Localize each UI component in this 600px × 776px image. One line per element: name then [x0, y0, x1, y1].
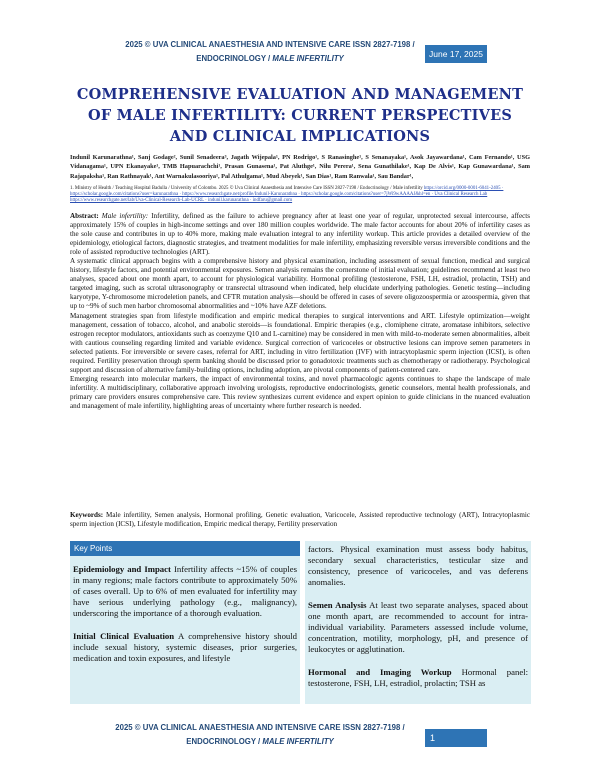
key-points-left-column [70, 556, 300, 704]
keywords-text: Male infertility, Semen analysis, Hormonal profiling, Genetic evaluation, Varicocele, Assisted reproductive technology (ART), Intracytoplasmic sperm injection (ICSI), Lifestyle modification, Empiric medical therapy, Fertility preservation [70, 511, 530, 529]
key-point-hormonal-workup: Hormonal and Imaging Workup Hormonal panel: testosterone, FSH, LH, estradiol, prolactin; TSH as [308, 667, 528, 688]
abstract-topic: Male infertility: [101, 212, 149, 220]
key-point-physical-exam: factors. Physical examination must assess body habitus, secondary sexual characteristics, testicular size and consistency, presence of varicoceles, and vas deferens anomalies. [308, 544, 528, 587]
footer-journal-topic: MALE INFERTILITY [262, 737, 334, 746]
header-journal-line2: ENDOCRINOLOGY / [196, 54, 273, 63]
abstract-paragraph-2: A systematic clinical approach begins with a comprehensive history and physical examination, including assessment of sexual function, medical and surgical history, lifestyle factors, and potential environmental exposures. Semen analysis remains the cornerstone of initial evaluation; guidelines recommend at least two analyses, spaced about one month apart, to account for physiological variability. Hormonal profiling (testosterone, FSH, LH, estradiol, prolactin, TSH) and targeted imaging, such as scrotal ultrasonography or transrectal ultrasound when indicated, help elucidate underlying pathologies. Genetic testing—including karyotype, Y-chromosome microdeletion panels, and CFTR mutation analysis—should be offered in cases of severe oligozoospermia or azoospermia, given that up to ~9% of such men harbor chromosomal abnormalities and ~10% have AZF deletions. [70, 257, 530, 311]
key-points-heading: Key Points [70, 541, 300, 556]
abstract-label: Abstract: [70, 212, 99, 220]
footer-journal-line1: 2025 © UVA CLINICAL ANAESTHESIA AND INTENSIVE CARE ISSN 2827-7198 / [115, 723, 405, 732]
page-number-badge: 1 [425, 729, 487, 747]
abstract-paragraph-1: Infertility, defined as the failure to achieve pregnancy after at least one year of regular, unprotected sexual intercourse, affects approximately 15% of couples in high-income settings and over 180 million couples worldwide. The male factor accounts for about 20% of infertility cases as the sole cause and contributes in up to 40% more, making male evaluation integral to any infertility workup. This article provides a detailed overview of the epidemiology, etiological factors, diagnostic strategies, and treatment modalities for male infertility, emphasizing reversible versus irreversible conditions and the role of assisted reproductive technologies (ART). [70, 212, 530, 257]
affiliation-links[interactable]: https://orcid.org/0000-0001-6041-2405 · https://scholar.google.com/citations?user=karunarathna · https://www.researchgate.net/profile/Indunil-Karunarathna · https://scholar.google.com/citations?user=7jWi9wAAAAJ&hl=en · Uva Clinical Research Lab https://www.researchgate.net/lab/Uva-Clinical-Research-Lab-UCRL · indunil.karunarathna · indfaru@gmail.com [70, 186, 504, 204]
header-journal-info [120, 38, 420, 66]
header-journal-line1: 2025 © UVA CLINICAL ANAESTHESIA AND INTENSIVE CARE ISSN 2827-7198 / [125, 40, 415, 49]
abstract-paragraph-4: Emerging research into molecular markers, the impact of environmental toxins, and novel pharmacologic agents continues to shape the landscape of male infertility. A multidisciplinary, collaborative approach involving urologists, reproductive endocrinologists, genetic counselors, mental health professionals, and primary care providers ensures comprehensive care. This review synthesizes current evidence and expert opinion to guide clinicians in the nuanced evaluation and management of male infertility, highlighting areas of uncertainty where further research is needed. [70, 374, 530, 410]
key-point-epidemiology: Epidemiology and Impact Infertility affects ~15% of couples in many regions; male factors contribute to approximately 50% of cases overall. Up to 6% of men evaluated for infertility may have serious underlying pathology (e.g., malignancy), underscoring the importance of a thorough evaluation. [73, 564, 297, 618]
key-points-right-column [305, 541, 531, 704]
abstract-paragraph-3: Management strategies span from lifestyle modification and empiric medical therapies to surgical interventions and ART. Lifestyle optimization—weight management, cessation of tobacco, alcohol, and anabolic steroids—is foundational. Empiric therapies (e.g., clomiphene citrate, aromatase inhibitors, selective estrogen receptor modulators, antioxidants such as coenzyme Q10 and L-carnitine) may be considered in men with mild-to-moderate semen abnormalities, albeit with cautious counseling regarding limited and variable evidence. Surgical correction of varicoceles or obstructive lesions can improve semen parameters in selected patients. For irreversible or severe cases, referral for ART, including in vitro fertilization (IVF) with intracytoplasmic sperm injection (ICSI), is often required. Fertility preservation through sperm banking should be discussed prior to gonadotoxic treatments such as chemotherapy or radiotherapy. Psychological support and discussion of alternative family-building options, including adoption, are pivotal components of patient-centered care. [70, 311, 530, 374]
keywords-section [70, 511, 530, 529]
footer-journal-line2: ENDOCRINOLOGY / [186, 737, 263, 746]
header-journal-topic: MALE INFERTILITY [272, 54, 344, 63]
article-title: COMPREHENSIVE EVALUATION AND MANAGEMENT OF MALE INFERTILITY: CURRENT PERSPECTIVES AND CLINICAL IMPLICATIONS [76, 86, 524, 145]
key-point-semen-analysis: Semen Analysis At least two separate analyses, spaced about one month apart, are recommended to account for intra-individual variability. Parameters assessed include volume, concentration, motility, morphology, pH, and presence of leukocytes or agglutination. [308, 600, 529, 654]
abstract-section [70, 212, 530, 411]
author-list: Indunil Karunarathna¹, Sanj Godage², Sunil Senadeera³, Jagath Wijepala¹, PN Rodrigo¹, S Ranasinghe¹, S Senanayaka¹, Asok Jayawardana¹, Cam Fernando¹, USG Vidanagama¹, UPN Ekanayake¹, TMB Hapuarachchi¹, Prasan Gunasena¹, Pat Aluthge¹, Nilu Perera¹, Sena Gunathilake¹, Kap De Alvis¹, Kap Gunawardana¹, Sam Rajapaksha¹, Ran Rathnayak¹, Ant Warnakulasooriya¹, Pal Athulgama¹, Mud Abeyek¹, San Dias¹, Ram Ranwala¹, Sau Bandar¹, [70, 154, 530, 180]
publication-date-badge: June 17, 2025 [425, 45, 487, 63]
affiliation-text: 1. Ministry of Health / Teaching Hospital Badulla / University of Colombo. 2025 © Uva Clinical Anaesthesia and Intensive Care ISSN 2827-7198 / Endocrinology / Male infertility [70, 186, 423, 191]
key-point-initial-evaluation: Initial Clinical Evaluation A comprehensive history should include sexual history, systemic diseases, prior surgeries, medication and toxin exposures, and lifestyle [73, 631, 298, 663]
footer-journal-info [100, 721, 420, 749]
affiliation-block [70, 186, 530, 204]
keywords-label: Keywords: [70, 511, 104, 519]
